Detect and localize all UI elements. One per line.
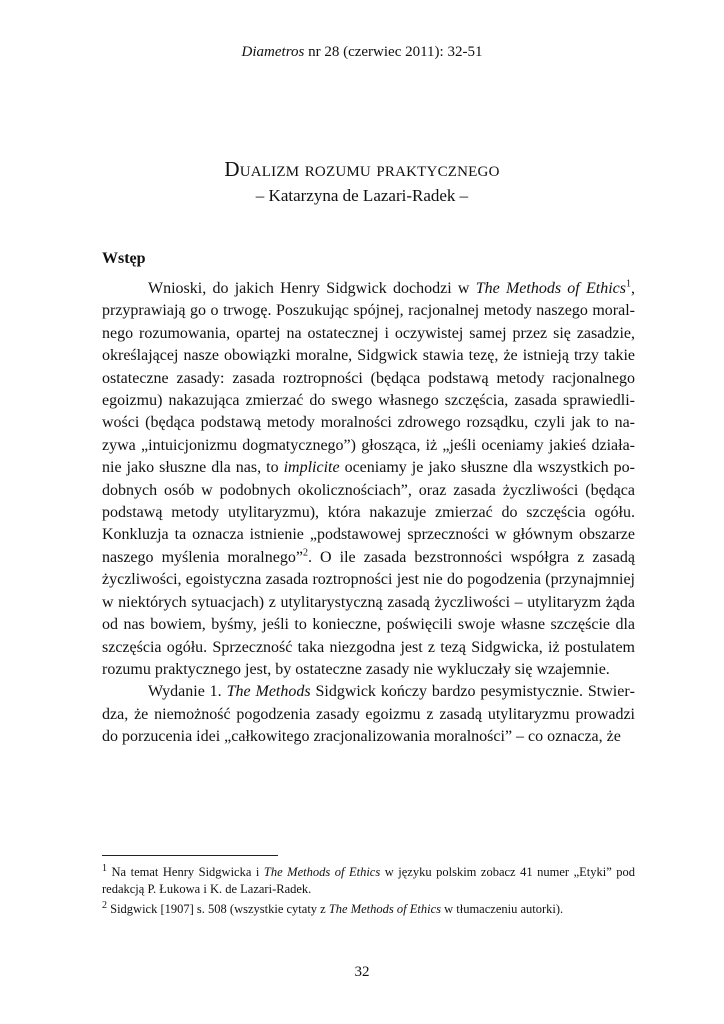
footnote-number: 2 xyxy=(102,899,107,911)
journal-citation: nr 28 (czerwiec 2011): 32-51 xyxy=(304,44,483,60)
paragraph: Wydanie 1. The Methods Sidgwick kończy bardzo pesymistycznie. Stwierdza, że niemożność pogodzenia zasady egoizmu z zasadą utylitaryzmu prowadzi do porzucenia idei „całkowitego zracjonalizowania moralności” – co oznacza, że xyxy=(102,683,635,746)
footnote-number: 1 xyxy=(102,862,107,874)
journal-name: Diametros xyxy=(241,44,305,60)
running-header xyxy=(0,44,724,61)
article-author: – Katarzyna de Lazari-Radek – xyxy=(255,186,469,205)
paragraph: Wnioski, do jakich Henry Sidgwick dochodzi w The Methods of Ethics$^1$, przyprawiają go o trwogę. Poszukując spójnej, racjonalnej metody naszego moralnego rozumowania, opartej na ostatecznej i oczywistej samej przez się zasadzie, określającej nasze obowiązki moralne, Sidgwick stawia tezę, że istnieją trzy takie ostateczne zasady: zasada roztropności (będąca podstawą metody racjonalnego egoizmu) nakazująca zmierzać do swego własnego szczęścia, zasada sprawiedliwości (będąca podstawą metody moralności zdrowego rozsądku, czyli jak to nazywa „intuicjonizmu dogmatycznego”) głosząca, iż „jeśli oceniamy jakieś działanie jako słuszne dla nas, to implicite oceniamy je jako słuszne dla wszystkich podobnych osób w podobnych okolicznościach”, oraz zasada życzliwości (będąca podstawą metody utylitaryzmu), która nakazuje zmierzać do szczęścia ogółu. Konkluzja ta oznacza istnienie „podstawowej sprzeczności w głównym obszarze naszego myślenia moralnego”$^2$. O ile zasada bezstronności współgra z zasadą życzliwości, egoistyczna zasada roztropności jest nie do pogodzenia (przynajmniej w niektórych sytuacjach) z utylitarystyczną zasadą życzliwości – utylitaryzm żąda od nas bowiem, byśmy, jeśli to konieczne, poświęcili swoje własne szczęście dla szczęścia ogółu. Sprzeczność taka niezgodna jest z tezą Sidgwicka, iż postulatem rozumu praktycznego jest, by ostateczne zasady nie wykluczały się wzajemnie. xyxy=(102,278,636,678)
article-body xyxy=(102,278,635,749)
page-number: 32 xyxy=(354,964,370,980)
article-title: Dualizm rozumu praktycznego xyxy=(224,157,500,181)
footnote: $^1$ Na temat Henry Sidgwicka i The Methods of Ethics w języku polskim zobacz 41 numer „Etyki” pod redakcją P. Łukowa i K. de Lazari-Radek. xyxy=(102,862,636,896)
footnote-separator xyxy=(102,855,278,856)
footnotes xyxy=(102,864,635,922)
section-heading: Wstęp xyxy=(102,250,146,267)
footnote-ref[interactable]: 1 xyxy=(626,278,631,290)
footnote-ref[interactable]: 2 xyxy=(302,547,308,559)
footnote: $^2$ Sidgwick [1907] s. 508 (wszystkie cytaty z The Methods of Ethics w tłumaczeniu autorki). xyxy=(102,899,564,916)
